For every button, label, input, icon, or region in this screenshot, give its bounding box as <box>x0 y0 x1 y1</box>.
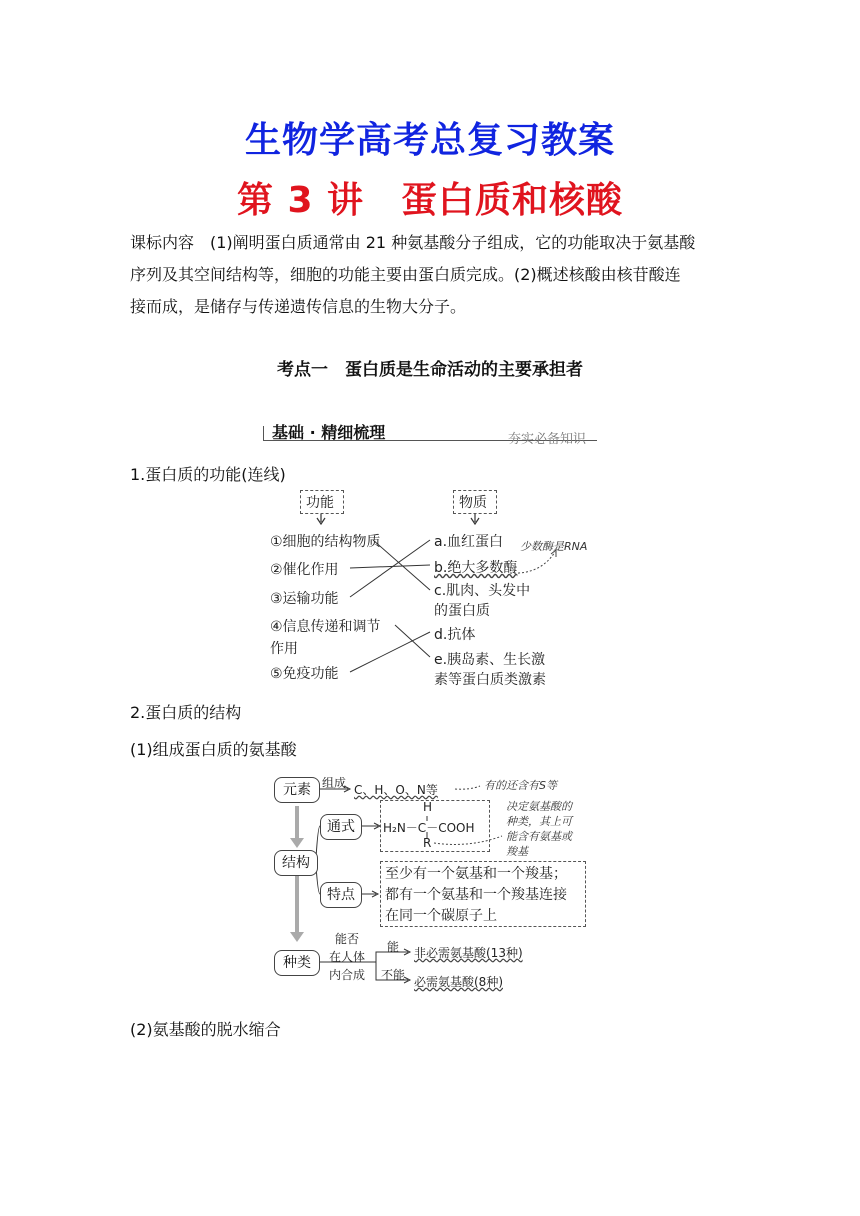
function-item: ③运输功能 <box>270 591 339 607</box>
feature-line: 在同一个碳原子上 <box>385 908 497 924</box>
substance-item: b.绝大多数酶 <box>434 560 518 576</box>
substance-item: 素等蛋白质类激素 <box>434 672 546 688</box>
nonessential-amino-acids: 非必需氨基酸(13种) <box>414 946 523 960</box>
types-box: 种类 <box>274 950 320 976</box>
elements-text: C、H、O、N等 <box>354 783 438 797</box>
can-label: 能 <box>387 940 400 954</box>
note-r-line: 能含有氨基或 <box>506 830 572 843</box>
substance-header: 物质 <box>459 495 487 511</box>
formula-r: R <box>423 836 432 850</box>
question-line: 在人体 <box>329 950 366 964</box>
intro-line-3: 接而成，是储存与传递遗传信息的生物大分子。 <box>130 297 467 316</box>
function-header: 功能 <box>306 495 334 511</box>
feature-line: 都有一个氨基和一个羧基连接 <box>385 887 567 903</box>
part2-sub2: (2)氨基酸的脱水缩合 <box>130 1020 281 1039</box>
compose-label: 组成 <box>322 776 347 790</box>
function-item: ①细胞的结构物质 <box>270 534 381 550</box>
substance-item: 的蛋白质 <box>434 603 490 619</box>
note-r-line: 种类，其上可 <box>506 815 572 828</box>
note-r-line: 决定氨基酸的 <box>506 800 572 813</box>
feature-label-box: 特点 <box>320 882 362 908</box>
question-line: 内合成 <box>329 968 366 982</box>
note-r-line: 羧基 <box>506 845 528 858</box>
section-title: 考点一 蛋白质是生命活动的主要承担者 <box>277 360 583 380</box>
formula-label-box: 通式 <box>320 814 362 840</box>
function-item: 作用 <box>270 641 298 657</box>
banner-subtitle: 夯实必备知识 <box>508 432 587 447</box>
part2-sub1: (1)组成蛋白质的氨基酸 <box>130 740 297 759</box>
feature-line: 至少有一个氨基和一个羧基； <box>385 866 567 882</box>
formula-h: H <box>423 800 433 814</box>
lecture-title: 第 3 讲 蛋白质和核酸 <box>236 180 624 221</box>
part1-heading: 1.蛋白质的功能(连线) <box>130 465 286 484</box>
intro-line-2: 序列及其空间结构等，细胞的功能主要由蛋白质完成。(2)概述核酸由核苷酸连 <box>130 265 681 284</box>
intro-line-1: 课标内容 (1)阐明蛋白质通常由 21 种氨基酸分子组成，它的功能取决于氨基酸 <box>130 233 696 252</box>
handwritten-note: 少数酶是RNA <box>520 540 588 553</box>
substance-item: d.抗体 <box>434 627 476 643</box>
structure-box: 结构 <box>274 850 318 876</box>
substance-item: e.胰岛素、生长激 <box>434 652 546 668</box>
part2-heading: 2.蛋白质的结构 <box>130 703 242 722</box>
banner-title: 基础 · 精细梳理 <box>272 423 386 442</box>
note-sulfur: 有的还含有S等 <box>484 779 557 792</box>
element-box: 元素 <box>274 777 320 803</box>
question-line: 能否 <box>335 932 360 946</box>
function-item: ②催化作用 <box>270 562 339 578</box>
document-title: 生物学高考总复习教案 <box>244 120 615 161</box>
substance-item: c.肌肉、头发中 <box>434 583 531 599</box>
essential-amino-acids: 必需氨基酸(8种) <box>414 975 503 989</box>
cannot-label: 不能 <box>381 968 406 982</box>
function-item: ⑤免疫功能 <box>270 666 339 682</box>
substance-item: a.血红蛋白 <box>434 534 504 550</box>
function-item: ④信息传递和调节 <box>270 619 381 635</box>
formula-main: H₂N－C－COOH <box>383 821 475 835</box>
